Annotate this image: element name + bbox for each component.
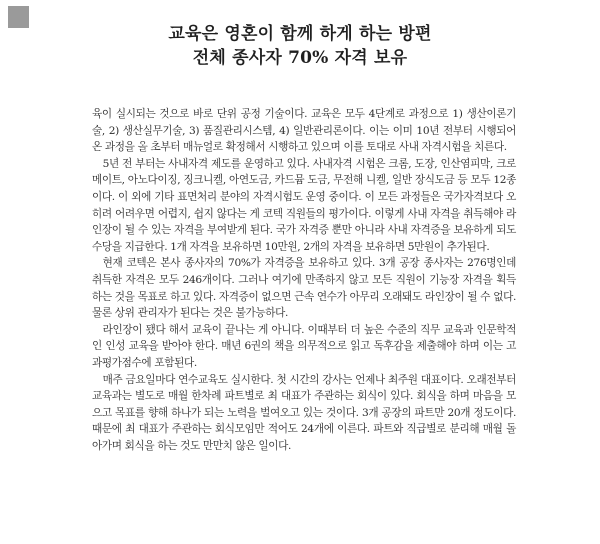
paragraph-5: 매주 금요일마다 연수교육도 실시한다. 첫 시간의 강사는 언제나 최주원 대표이다. 오래전부터 교육과는 별도로 매월 한차례 파트별로 최 대표가 주관하는 회식이 있다. 회식을 하며 마음을 모으고 목표를 향해 하나가 되는 노력을 벌여오고 있는 것이다. 3개 공장의 파트만 20개 정도이다. 때문에 최 대표가 주관하는 회식모임만 적어도 24개에 이른다. 파트와 직급별로 분리해 매월 돌아가며 회식을 하는 것도 만만치 않은 일이다. xyxy=(92,373,516,452)
paragraph-2: 5년 전 부터는 사내자격 제도를 운영하고 있다. 사내자격 시험은 크롬, 도장, 인산염피막, 크로메이트, 아노다이징, 징크니켈, 아연도금, 카드뮴 도금, 무전해 니켈, 일반 장식도금 등 모두 12종이다. 이 외에 기타 표면처리 분야의 자격시험도 운영 중이다. 이 모든 과정들은 국가자격보다 오히려 어려우면 어렵지, 쉽지 않다는 게 코텍 직원들의 평가이다. 이렇게 사내 자격을 취득해야 라인장이 될 수 있는 자격을 부여받게 된다. 국가 자격증 뿐만 아니라 사내 자격증을 보유하게 되도 수당을 지급한다. 1개 자격을 보유하면 10만원, 2개의 자격을 보유하면 5만원이 추가된다. xyxy=(92,157,516,253)
headline-line-1: 교육은 영혼이 함께 하게 하는 방편 xyxy=(168,24,432,44)
article-headline xyxy=(0,22,600,70)
headline-line-2: 전체 종사자 70% 자격 보유 xyxy=(192,48,408,68)
paragraph-3: 현재 코텍은 본사 종사자의 70%가 자격증을 보유하고 있다. 3개 공장 종사자는 276명인데 취득한 자격은 모두 246개이다. 그러나 여기에 만족하지 않고 모든 직원이 기능장 자격을 획득하는 것을 목표로 하고 있다. 자격증이 없으면 근속 연수가 아무리 오래돼도 라인장이 될 수 없다. 물론 상위 관리자가 된다는 것은 불가능하다. xyxy=(92,257,516,320)
paragraph-4: 라인장이 됐다 해서 교육이 끝나는 게 아니다. 이때부터 더 높은 수준의 직무 교육과 인문학적인 인성 교육을 받아야 한다. 매년 6권의 책을 의무적으로 읽고 독후감을 제출해야 하며 이는 고과평가점수에 포함된다. xyxy=(92,323,516,369)
paragraph-1: 육이 실시되는 것으로 바로 단위 공정 기술이다. 교육은 모두 4단계로 과정으로 1) 생산이론기술, 2) 생산실무기술, 3) 품질관리시스템, 4) 일반관리론이다. 이는 이미 10년 전부터 시행되어 온 과정을 올 초부터 매뉴얼로 확정해서 시행하고 있으며 이를 토대로 사내 자격시험을 치른다. xyxy=(92,108,516,154)
article-body xyxy=(92,106,516,454)
